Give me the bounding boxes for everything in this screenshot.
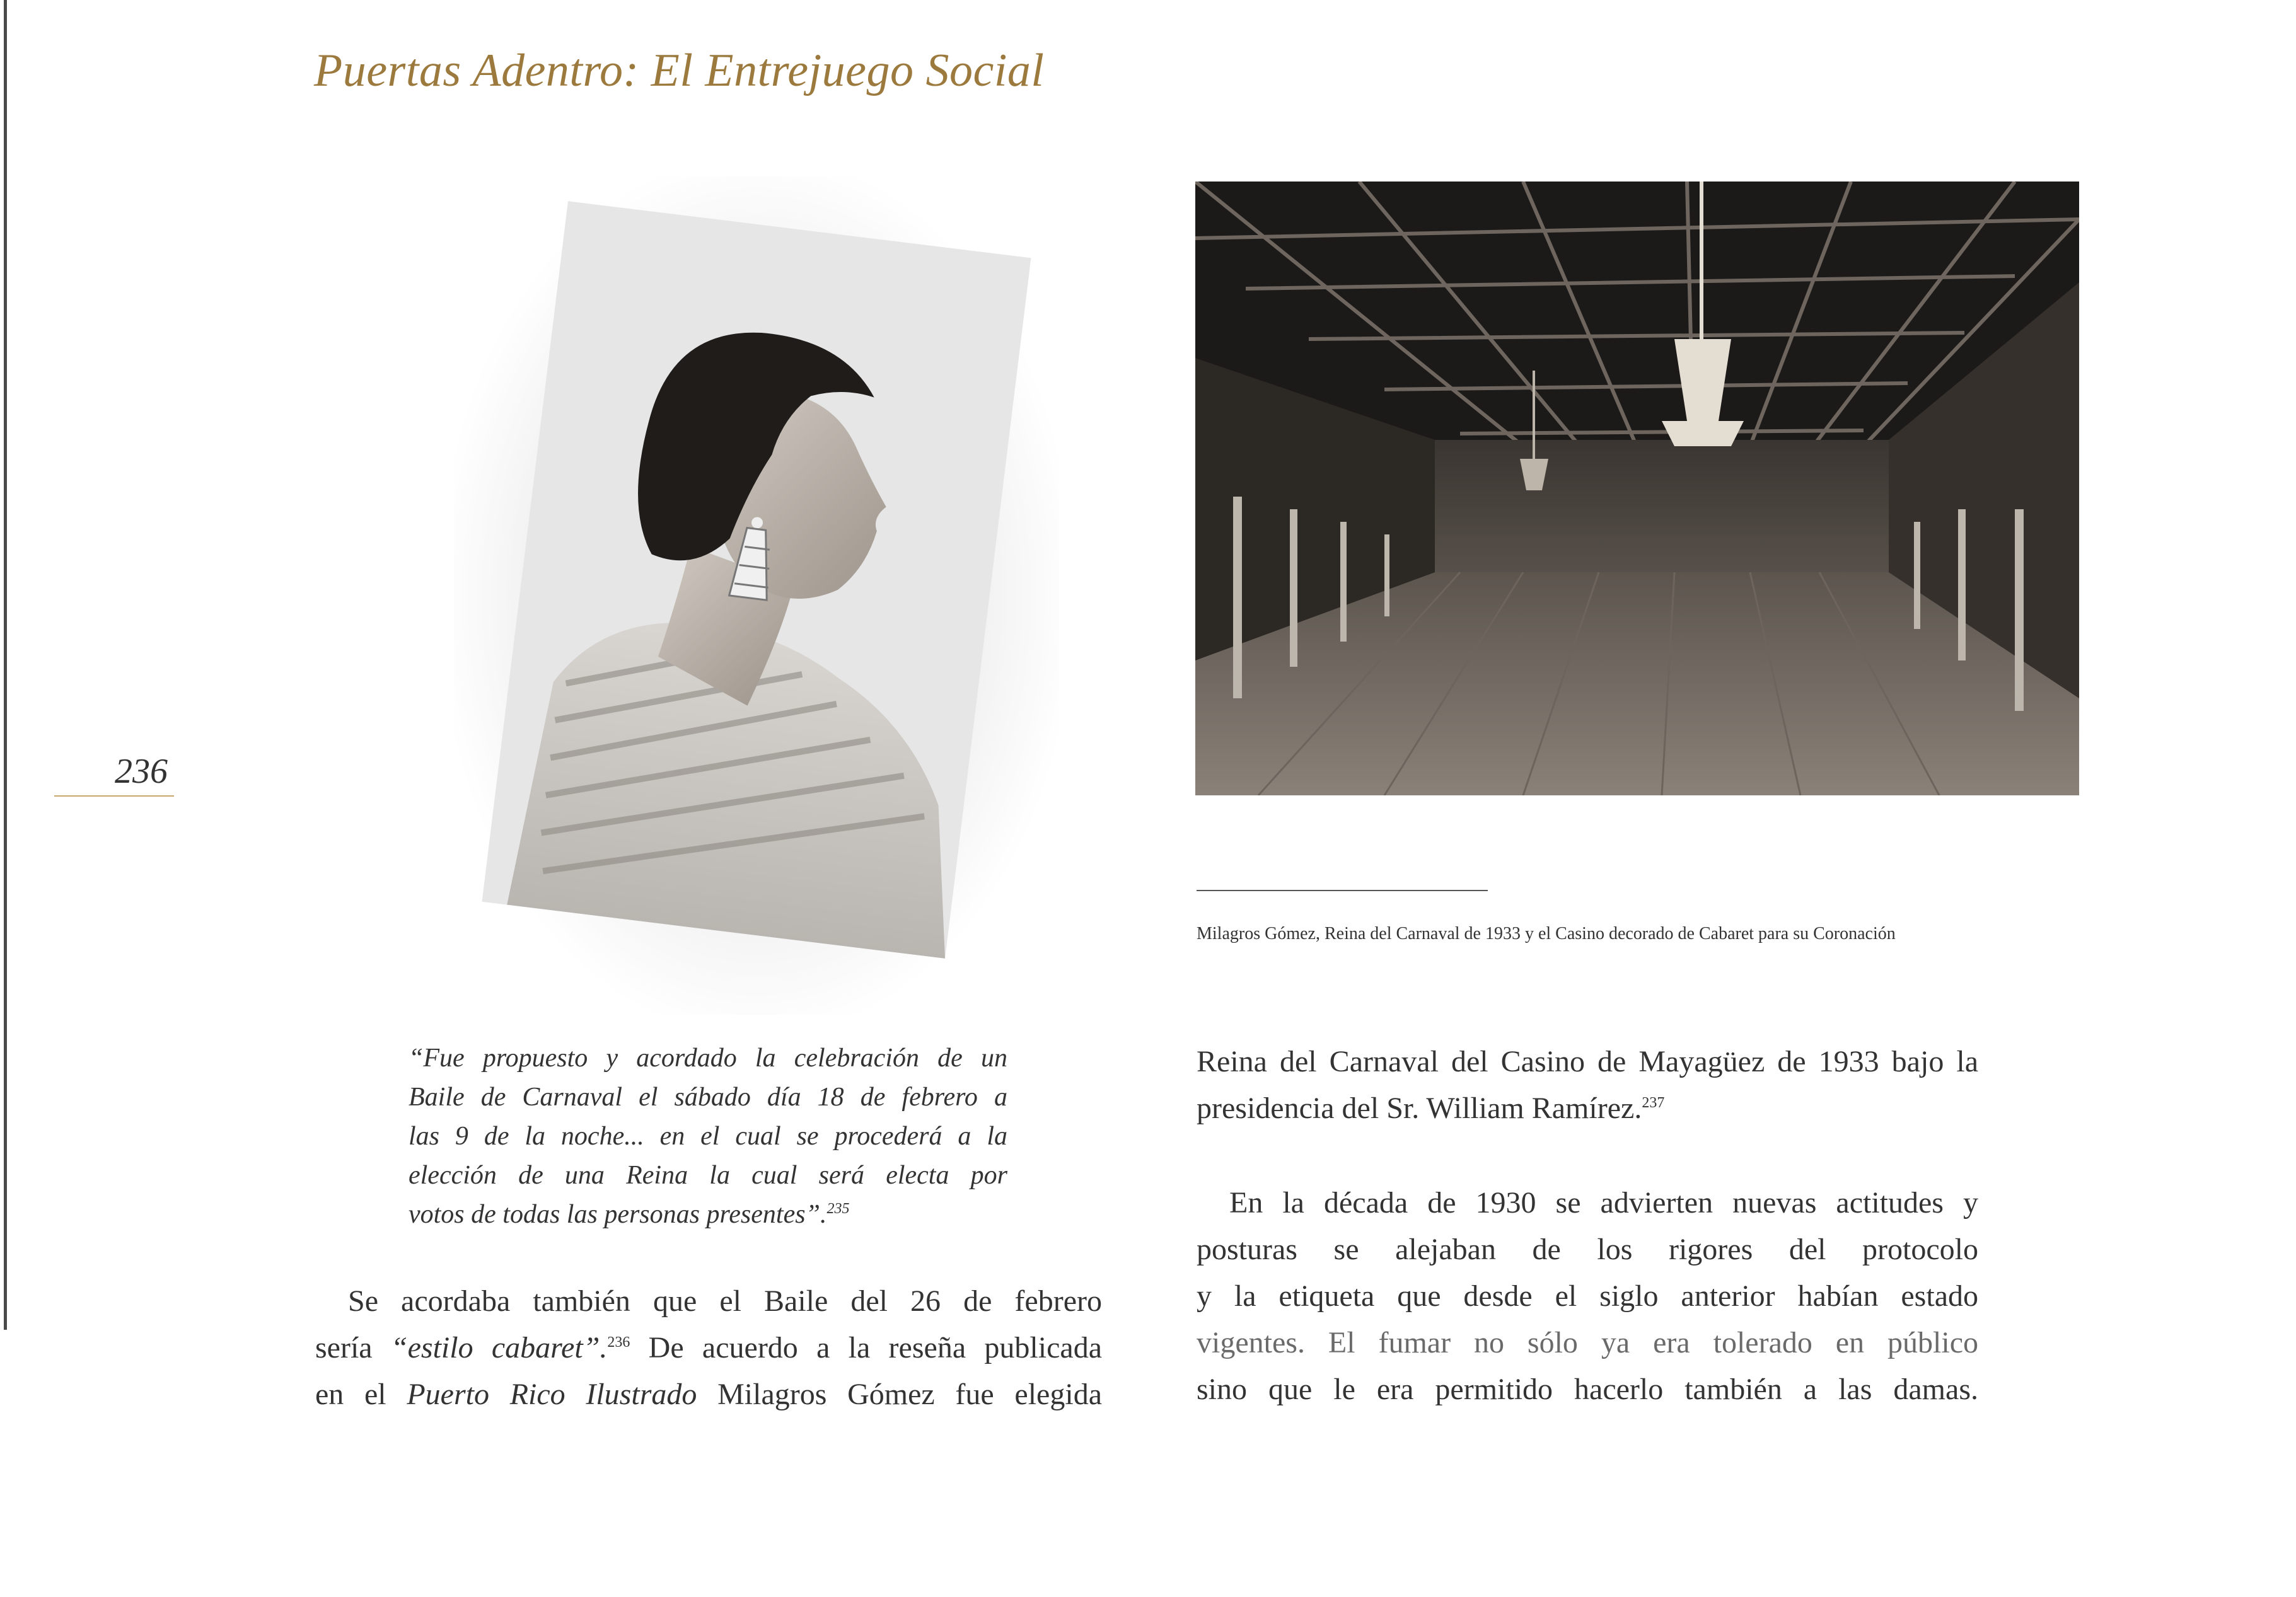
quote-line-text: votos de todas las personas presentes”. (409, 1200, 827, 1229)
quote-line: las 9 de la noche... en el cual se procederá a la (409, 1122, 1007, 1151)
body-line: vigentes. El fumar no sólo ya era tolerado en público (1197, 1326, 1978, 1359)
caption-rule (1197, 890, 1488, 891)
footnote-ref-236: 236 (607, 1334, 630, 1351)
binding-edge-rule (4, 0, 7, 1330)
quote-line-last (409, 1195, 1007, 1234)
quote-line: “Fue propuesto y acordado la celebración de un (409, 1044, 1007, 1073)
portrait-illustration (482, 201, 1031, 959)
body-line: En la década de 1930 se advierten nuevas actitudes y (1229, 1186, 1978, 1219)
block-quote (409, 1039, 1007, 1234)
body-line: Reina del Carnaval del Casino de Mayagüez de 1933 bajo la (1197, 1045, 1978, 1078)
portrait-photo (454, 176, 1059, 1015)
running-title: Puertas Adentro: El Entrejuego Social (314, 45, 1045, 96)
body-line: Se acordaba también que el Baile del 26 de febrero (348, 1284, 1102, 1318)
quote-line: Baile de Carnaval el sábado día 18 de febrero a (409, 1083, 1007, 1112)
body-line: y la etiqueta que desde el siglo anterior habían estado (1197, 1279, 1978, 1313)
publication-title: Puerto Rico Ilustrado (407, 1378, 697, 1411)
footnote-ref-237: 237 (1642, 1095, 1665, 1111)
body-text: en el (315, 1378, 407, 1411)
footnote-ref-235: 235 (826, 1201, 850, 1217)
quote-line: elección de una Reina la cual será electa por (409, 1161, 1007, 1190)
body-text: De acuerdo a la reseña publicada (630, 1331, 1102, 1364)
right-column-paragraph-1 (1197, 1039, 1978, 1132)
body-text: presidencia del Sr. William Ramírez. (1197, 1092, 1642, 1125)
body-text: sería (315, 1331, 391, 1364)
right-column-paragraph-2 (1197, 1180, 1978, 1413)
body-text: Milagros Gómez fue elegida (697, 1378, 1102, 1411)
body-line (315, 1371, 1102, 1418)
body-line (1197, 1085, 1978, 1132)
left-column-text (315, 1278, 1102, 1418)
ballroom-illustration (1195, 182, 2079, 795)
body-line (315, 1325, 1102, 1371)
body-line: posturas se alejaban de los rigores del protocolo (1197, 1233, 1978, 1266)
ballroom-photo (1195, 182, 2079, 795)
photo-caption: Milagros Gómez, Reina del Carnaval de 1933 y el Casino decorado de Cabaret para su Coronación (1197, 924, 1896, 943)
body-line: sino que le era permitido hacerlo también a las damas. (1197, 1373, 1978, 1406)
page-number: 236 (115, 752, 168, 791)
page-number-rule (54, 795, 174, 797)
portrait-card (482, 201, 1031, 959)
emphasis-text: “estilo cabaret”. (390, 1331, 608, 1364)
